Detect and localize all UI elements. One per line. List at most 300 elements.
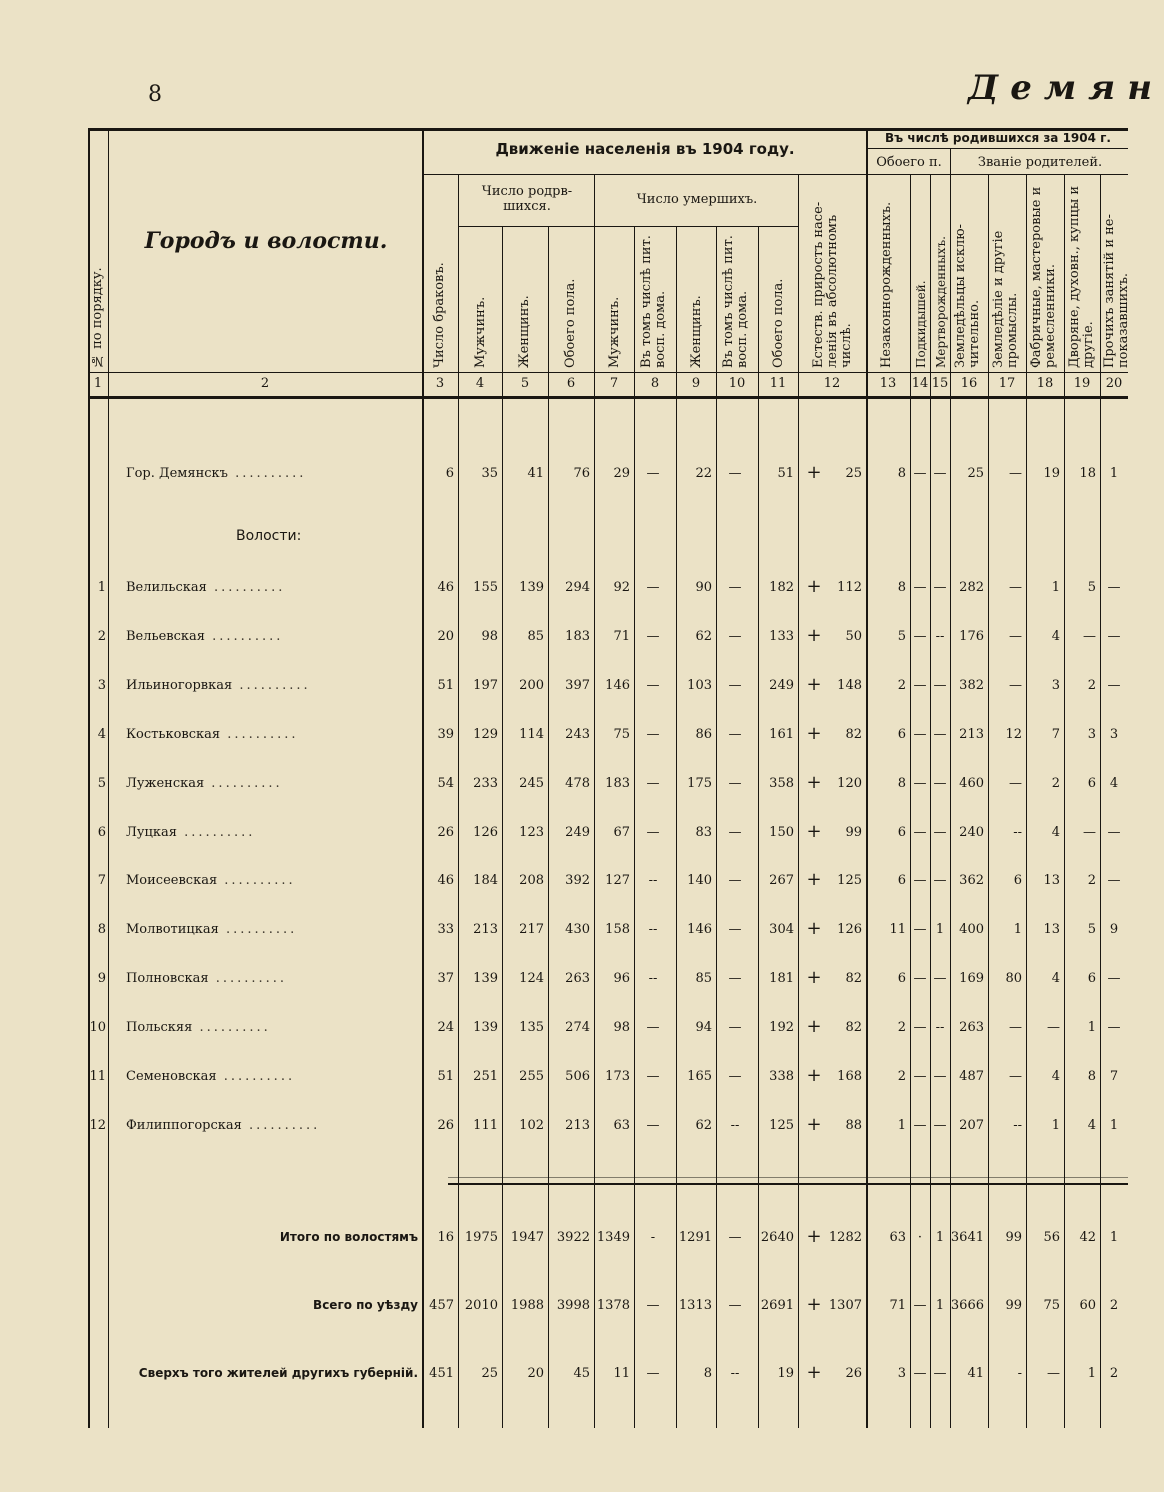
value-cell: + (806, 771, 822, 793)
value-cell: — (913, 580, 927, 595)
value-cell: 200 (519, 677, 544, 693)
volost-row (88, 869, 1128, 895)
value-cell: 88 (845, 1117, 862, 1133)
value-cell: 304 (769, 922, 794, 938)
column-number: 19 (1073, 376, 1091, 391)
deaths-women-foundling-header: Въ томъ числѣ пит. восп. дома. (721, 235, 750, 368)
value-cell: — (1047, 1366, 1060, 1381)
value-cell: 24 (437, 1020, 454, 1036)
value-cell: — (728, 824, 742, 840)
value-cell: 176 (959, 628, 984, 644)
value-cell: 99 (1005, 1298, 1022, 1313)
value-cell: — (728, 873, 742, 889)
value-cell: 2 (897, 1020, 906, 1036)
value-cell: 148 (837, 677, 862, 693)
value-cell: 22 (695, 466, 712, 481)
value-cell: 86 (695, 726, 712, 742)
value-cell: + (806, 967, 822, 989)
value-cell: 133 (769, 628, 794, 644)
value-cell: 129 (473, 726, 498, 742)
value-cell: — (913, 1069, 927, 1084)
value-cell: — (913, 466, 927, 481)
value-cell: — (1107, 873, 1121, 889)
column-number: 13 (879, 376, 897, 391)
value-cell: 20 (437, 628, 454, 644)
value-cell: 213 (473, 922, 498, 938)
value-cell: 13 (1043, 922, 1060, 938)
row-name: Костьковская .......... (126, 726, 299, 742)
value-cell: 263 (959, 1020, 984, 1036)
column-number: 7 (609, 376, 619, 391)
value-cell: + (806, 1113, 822, 1135)
value-cell: 6 (897, 824, 906, 840)
value-cell: 135 (519, 1020, 544, 1036)
value-cell: — (646, 1366, 660, 1381)
value-cell: 3998 (556, 1298, 590, 1313)
value-cell: 82 (845, 971, 862, 987)
column-number: 10 (728, 376, 746, 391)
births-women-header: Женщинъ. (517, 295, 532, 368)
value-cell: 75 (1043, 1298, 1060, 1313)
row-name: Итого по волостямъ (279, 1230, 418, 1244)
value-cell: 80 (1005, 971, 1022, 987)
value-cell: 2 (1087, 873, 1096, 889)
value-cell: 487 (959, 1069, 984, 1084)
value-cell: 5 (897, 628, 906, 644)
row-name: Луцкая .......... (126, 824, 256, 840)
farming-trades-header: Земледѣліе и другіе промыслы. (991, 230, 1020, 368)
value-cell: 6 (1013, 873, 1022, 889)
value-cell: — (933, 1069, 947, 1084)
value-cell: 8 (703, 1366, 712, 1381)
value-cell: 62 (695, 1117, 712, 1133)
value-cell: + (806, 1294, 822, 1315)
value-cell: 243 (565, 726, 590, 742)
value-cell: 4 (1087, 1117, 1096, 1133)
value-cell: 26 (845, 1366, 862, 1381)
value-cell: 161 (769, 726, 794, 742)
value-cell: — (646, 1069, 660, 1084)
value-cell: — (728, 1069, 742, 1084)
totals-row (88, 1226, 1128, 1252)
births-group-header: Число родрв-шихся. (481, 184, 573, 214)
value-cell: 99 (845, 824, 862, 840)
value-cell: 155 (473, 580, 498, 595)
value-cell: 6 (445, 466, 454, 481)
value-cell: 6 (897, 873, 906, 889)
statistics-table (88, 128, 1131, 1428)
value-cell: 9 (1109, 922, 1119, 938)
value-cell: 127 (605, 873, 630, 889)
volost-row (88, 918, 1128, 944)
volost-row (88, 772, 1128, 798)
column-number: 11 (769, 376, 787, 391)
value-cell: — (1107, 677, 1121, 693)
totals-row (88, 1362, 1128, 1388)
value-cell: — (1009, 775, 1022, 791)
factory-workers-header: Фабричные, мастеровые и ремесленники. (1029, 186, 1058, 368)
value-cell: 3641 (950, 1230, 984, 1245)
value-cell: 8 (1087, 1069, 1096, 1084)
value-cell: — (1009, 628, 1022, 644)
row-number: 11 (89, 1069, 106, 1084)
value-cell: 96 (613, 971, 630, 987)
value-cell: 392 (565, 873, 590, 889)
row-name: Ильиногорвкая .......... (126, 677, 311, 693)
volost-row (88, 967, 1128, 993)
column-number: 3 (435, 376, 445, 391)
value-cell: 11 (613, 1366, 630, 1381)
value-cell: — (1107, 628, 1121, 644)
value-cell: 1 (935, 1230, 945, 1245)
value-cell: 362 (959, 873, 984, 889)
value-cell: 1 (1087, 1020, 1096, 1036)
value-cell: 50 (845, 628, 862, 644)
value-cell: + (806, 1065, 822, 1086)
value-cell: + (806, 722, 822, 744)
value-cell: 75 (613, 726, 630, 742)
value-cell: 3 (897, 1366, 906, 1381)
value-cell: 56 (1043, 1230, 1060, 1245)
value-cell: — (728, 726, 742, 742)
value-cell: 12 (1005, 726, 1022, 742)
value-cell: 124 (519, 971, 544, 987)
value-cell: 39 (437, 726, 454, 742)
value-cell: 184 (473, 873, 498, 889)
volost-row (88, 1114, 1128, 1140)
value-cell: — (1083, 628, 1096, 644)
value-cell: — (646, 1020, 660, 1036)
value-cell: 51 (437, 677, 454, 693)
value-cell: — (728, 677, 742, 693)
value-cell: 25 (481, 1366, 498, 1381)
row-name: Моисеевская .......... (126, 873, 296, 889)
value-cell: 150 (769, 824, 794, 840)
value-cell: 125 (769, 1117, 794, 1133)
value-cell: 8 (897, 466, 906, 481)
value-cell: 263 (565, 971, 590, 987)
value-cell: 51 (437, 1069, 454, 1084)
city-volost-header: Городъ и волости. (144, 228, 388, 254)
value-cell: 6 (1087, 775, 1096, 791)
value-cell: 94 (695, 1020, 712, 1036)
column-number: 4 (475, 376, 485, 391)
value-cell: 233 (473, 775, 498, 791)
row-number: 10 (89, 1020, 106, 1036)
value-cell: 3922 (556, 1230, 590, 1245)
column-number: 2 (260, 376, 270, 391)
value-cell: 1 (1109, 466, 1119, 481)
value-cell: 249 (565, 824, 590, 840)
stillborn-header: Мертворожденныхъ. (934, 236, 948, 368)
value-cell: — (1107, 1020, 1121, 1036)
volost-row (88, 576, 1128, 602)
value-cell: 358 (769, 775, 794, 791)
value-cell: — (913, 1117, 927, 1133)
value-cell: 2010 (464, 1298, 498, 1313)
column-number: 8 (650, 376, 660, 391)
natural-growth-header: Естеств. приростъ насе-ленія въ абсолютномъ числѣ. (811, 201, 854, 368)
value-cell: 207 (959, 1117, 984, 1133)
value-cell: 2 (1051, 775, 1060, 791)
row-name: Филиппогорская .......... (126, 1117, 321, 1133)
value-cell: 506 (565, 1069, 590, 1084)
value-cell: + (806, 820, 822, 842)
value-cell: 175 (687, 775, 712, 791)
value-cell: 1 (935, 1298, 945, 1313)
row-number: 2 (97, 628, 106, 644)
volost-row (88, 723, 1128, 749)
value-cell: 103 (687, 677, 712, 693)
value-cell: — (933, 971, 947, 987)
value-cell: 451 (429, 1366, 454, 1381)
illegitimate-header: Незаконнорожденныхъ. (879, 201, 894, 368)
value-cell: — (646, 466, 660, 481)
value-cell: 338 (769, 1069, 794, 1084)
value-cell: 41 (967, 1366, 984, 1381)
value-cell: 183 (565, 628, 590, 644)
value-cell: 98 (613, 1020, 630, 1036)
value-cell: 146 (605, 677, 630, 693)
value-cell: 6 (1087, 971, 1096, 987)
value-cell: — (646, 580, 660, 595)
value-cell: 457 (429, 1298, 454, 1313)
city-row (88, 462, 1128, 488)
value-cell: — (728, 1298, 742, 1313)
value-cell: 82 (845, 726, 862, 742)
value-cell: -- (1013, 1117, 1022, 1133)
value-cell: — (913, 628, 927, 644)
value-cell: — (646, 1298, 660, 1313)
value-cell: 183 (605, 775, 630, 791)
value-cell: — (933, 873, 947, 889)
page-number: 8 (148, 82, 162, 107)
value-cell: 19 (1043, 466, 1060, 481)
row-name: Семеновская .......... (126, 1069, 296, 1084)
value-cell: 99 (1005, 1230, 1022, 1245)
value-cell: 4 (1109, 775, 1119, 791)
row-number: 12 (89, 1117, 106, 1133)
value-cell: 2640 (760, 1230, 794, 1245)
row-number: 7 (97, 873, 106, 889)
value-cell: -- (935, 628, 945, 644)
value-cell: 46 (437, 580, 454, 595)
value-cell: -- (935, 1020, 945, 1036)
value-cell: 7 (1109, 1069, 1119, 1084)
value-cell: — (913, 873, 927, 889)
value-cell: · (917, 1230, 923, 1245)
value-cell: 25 (845, 466, 862, 481)
totals-row (88, 1294, 1128, 1320)
value-cell: 114 (519, 726, 544, 742)
value-cell: — (913, 1020, 927, 1036)
value-cell: 8 (897, 580, 906, 595)
column-number: 18 (1036, 376, 1054, 391)
value-cell: — (913, 922, 927, 938)
value-cell: 3 (1087, 726, 1096, 742)
foundlings-header: Подкидышей. (914, 280, 928, 368)
value-cell: 33 (437, 922, 454, 938)
value-cell: 16 (437, 1230, 454, 1245)
value-cell: 63 (613, 1117, 630, 1133)
value-cell: 3 (1051, 677, 1060, 693)
value-cell: 382 (959, 677, 984, 693)
row-number: 9 (97, 971, 106, 987)
row-name: Польскяя .......... (126, 1020, 271, 1036)
value-cell: — (728, 628, 742, 644)
value-cell: — (728, 922, 742, 938)
value-cell: 2 (897, 1069, 906, 1084)
value-cell: — (646, 775, 660, 791)
value-cell: 63 (889, 1230, 906, 1245)
value-cell: 1282 (828, 1230, 862, 1245)
value-cell: 111 (473, 1117, 498, 1133)
value-cell: 400 (959, 922, 984, 938)
column-number: 16 (960, 376, 978, 391)
value-cell: 90 (695, 580, 712, 595)
value-cell: — (1047, 1020, 1060, 1036)
births-breakdown-title: Въ числѣ родившихся за 1904 г. (885, 131, 1111, 145)
value-cell: 60 (1079, 1298, 1096, 1313)
column-number: 6 (566, 376, 576, 391)
value-cell: — (728, 580, 742, 595)
value-cell: 173 (605, 1069, 630, 1084)
value-cell: 139 (473, 971, 498, 987)
value-cell: 217 (519, 922, 544, 938)
parents-rank-header: Званіе родителей. (977, 155, 1103, 170)
value-cell: 1313 (678, 1298, 712, 1313)
row-name: Вельевская .......... (126, 628, 284, 644)
value-cell: + (806, 462, 822, 483)
value-cell: — (913, 677, 927, 693)
column-number: 12 (823, 376, 841, 391)
value-cell: 1 (1051, 1117, 1060, 1133)
value-cell: 1988 (510, 1298, 544, 1313)
value-cell: 29 (613, 466, 630, 481)
value-cell: 267 (769, 873, 794, 889)
row-number: 4 (97, 726, 106, 742)
value-cell: 62 (695, 628, 712, 644)
value-cell: — (933, 580, 947, 595)
value-cell: — (646, 726, 660, 742)
value-cell: 460 (959, 775, 984, 791)
value-cell: 282 (959, 580, 984, 595)
column-number: 17 (998, 376, 1016, 391)
value-cell: — (1107, 971, 1121, 987)
value-cell: + (806, 918, 822, 940)
row-name: Всего по уѣзду (313, 1298, 418, 1312)
value-cell: 213 (959, 726, 984, 742)
row-number: 5 (97, 775, 106, 791)
row-number: 6 (97, 824, 106, 840)
value-cell: 430 (565, 922, 590, 938)
column-number: 20 (1105, 376, 1123, 391)
value-cell: 6 (897, 726, 906, 742)
value-cell: — (728, 775, 742, 791)
value-cell: - (650, 1230, 656, 1245)
column-number: 15 (931, 376, 949, 391)
value-cell: 1 (1109, 1117, 1119, 1133)
both-sex-header: Обоего п. (876, 155, 942, 170)
nobles-clergy-header: Дворяне, духовн., купцы и другіе. (1067, 186, 1096, 368)
row-name: Гор. Демянскъ .......... (126, 466, 307, 481)
value-cell: 4 (1051, 628, 1060, 644)
value-cell: 123 (519, 824, 544, 840)
value-cell: 11 (889, 922, 906, 938)
row-name: Луженская .......... (126, 775, 283, 791)
value-cell: 85 (527, 628, 544, 644)
value-cell: — (1009, 580, 1022, 595)
value-cell: - (1017, 1366, 1022, 1381)
value-cell: 41 (527, 466, 544, 481)
volost-row (88, 674, 1128, 700)
value-cell: 274 (565, 1020, 590, 1036)
value-cell: 5 (1087, 580, 1096, 595)
value-cell: 37 (437, 971, 454, 987)
value-cell: 20 (527, 1366, 544, 1381)
value-cell: 13 (1043, 873, 1060, 889)
value-cell: 19 (777, 1366, 794, 1381)
value-cell: 2 (1109, 1298, 1119, 1313)
value-cell: + (806, 869, 822, 891)
value-cell: — (933, 775, 947, 791)
value-cell: + (806, 576, 822, 597)
deaths-men-foundling-header: Въ томъ числѣ пит. восп. дома. (639, 235, 668, 368)
value-cell: 35 (481, 466, 498, 481)
value-cell: — (646, 677, 660, 693)
value-cell: 67 (613, 824, 630, 840)
other-occupations-header: Прочихъ занятій и не-показавшихъ. (1102, 214, 1131, 368)
value-cell: — (913, 726, 927, 742)
value-cell: — (646, 1117, 660, 1133)
value-cell: 76 (573, 466, 590, 481)
value-cell: 1 (1087, 1366, 1096, 1381)
page-heading: Демян (968, 68, 1164, 108)
value-cell: — (646, 628, 660, 644)
value-cell: — (1009, 1069, 1022, 1084)
marriages-header: Число браковъ. (432, 262, 447, 368)
value-cell: 98 (481, 628, 498, 644)
value-cell: -- (730, 1366, 740, 1381)
farmers-header: Земледѣльцы исклю-чительно. (953, 224, 982, 368)
value-cell: -- (648, 922, 658, 938)
value-cell: -- (730, 1117, 740, 1133)
value-cell: — (1083, 824, 1096, 840)
value-cell: — (913, 1366, 927, 1381)
value-cell: + (806, 1016, 822, 1038)
value-cell: 139 (473, 1020, 498, 1036)
value-cell: 5 (1087, 922, 1096, 938)
value-cell: — (728, 466, 742, 481)
value-cell: 83 (695, 824, 712, 840)
value-cell: — (1107, 580, 1121, 595)
value-cell: 240 (959, 824, 984, 840)
value-cell: 2 (897, 677, 906, 693)
value-cell: 1 (897, 1117, 906, 1133)
value-cell: 140 (687, 873, 712, 889)
value-cell: + (806, 1362, 822, 1383)
row-name: Полновская .......... (126, 971, 288, 987)
value-cell: 4 (1051, 824, 1060, 840)
value-cell: -- (648, 971, 658, 987)
value-cell: 213 (565, 1117, 590, 1133)
value-cell: 1 (935, 922, 945, 938)
value-cell: 1307 (828, 1298, 862, 1313)
value-cell: -- (648, 873, 658, 889)
value-cell: 26 (437, 1117, 454, 1133)
volost-row (88, 1016, 1128, 1042)
value-cell: — (1107, 824, 1121, 840)
